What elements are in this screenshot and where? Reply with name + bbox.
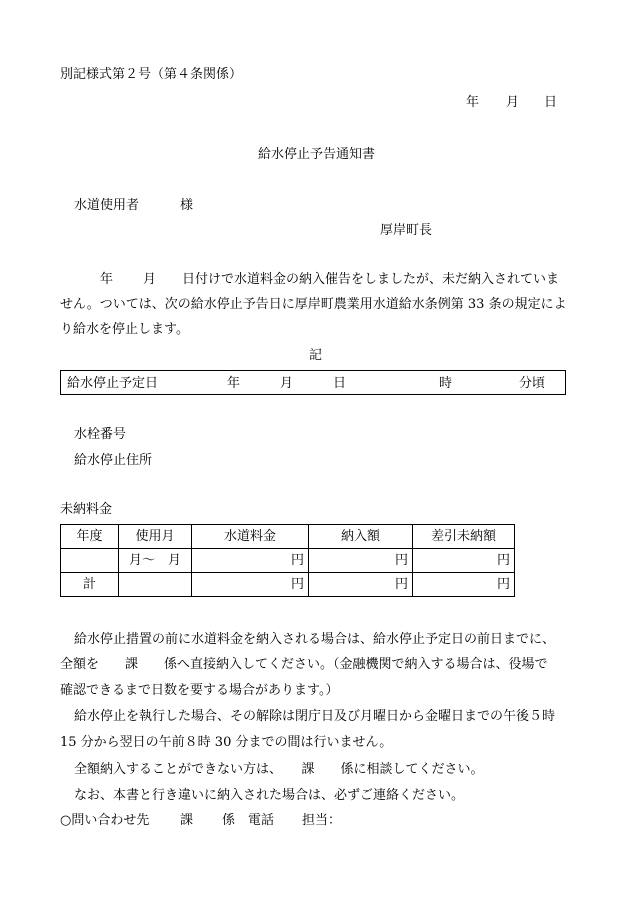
- contact-subsection: 係: [222, 813, 236, 828]
- cell: 円: [192, 573, 309, 597]
- contact-phone: 電話: [248, 813, 275, 828]
- col-paid-amount: 納入額: [309, 525, 413, 549]
- sender-name: 厚岸町長: [380, 223, 433, 238]
- cell: [119, 573, 192, 597]
- col-fiscal-year: 年度: [61, 525, 119, 549]
- cell: 円: [192, 549, 309, 573]
- date-day: 日: [544, 95, 558, 110]
- schedule-hour: 時: [439, 376, 453, 391]
- cell: 円: [413, 573, 515, 597]
- addressee-honorific: 様: [180, 198, 194, 213]
- contact-section: 課: [180, 813, 194, 828]
- schedule-box: [60, 370, 566, 395]
- cell: 月～ 月: [119, 549, 192, 573]
- intro-year: 年: [100, 272, 114, 287]
- note-2a: 給水停止を執行した場合、その解除は閉庁日及び月曜日から金曜日までの午後５時: [74, 709, 556, 724]
- schedule-year: 年: [227, 376, 241, 391]
- intro-line3: り給水を停止します。: [60, 322, 189, 337]
- intro-month: 月: [143, 272, 157, 287]
- contact-label: ○問い合わせ先: [60, 813, 150, 828]
- form-label: 別記様式第２号（第４条関係）: [60, 67, 243, 82]
- note-3: 全額納入することができない方は、 課 係に相談してください。: [74, 762, 484, 777]
- contact-person: 担当：: [302, 813, 342, 828]
- stop-address-label: 給水停止住所: [74, 453, 153, 468]
- unpaid-fees-title: 未納料金: [60, 502, 113, 517]
- ki-heading: 記: [309, 348, 323, 363]
- schedule-minute: 分頃: [519, 376, 546, 391]
- note-4: なお、本書と行き違いに納入された場合は、必ずご連絡ください。: [74, 788, 465, 803]
- schedule-day: 日: [333, 376, 347, 391]
- table-header-row: [61, 525, 515, 549]
- table-row: [61, 549, 515, 573]
- table-total-row: [61, 573, 515, 597]
- intro-line1: 日付けで水道料金の納入催告をしましたが、未だ納入されていま: [182, 272, 560, 287]
- cell: 円: [309, 573, 413, 597]
- note-2b: 15 分から翌日の午前８時 30 分までの間は行いません。: [60, 735, 393, 750]
- note-1a: 給水停止措置の前に水道料金を納入される場合は、給水停止予定日の前日までに、: [74, 632, 556, 647]
- unpaid-fees-table: [60, 524, 515, 597]
- cell: 円: [413, 549, 515, 573]
- schedule-label: 給水停止予定日: [67, 376, 159, 391]
- schedule-month: 月: [280, 376, 294, 391]
- date-month: 月: [506, 95, 520, 110]
- cell: [61, 549, 119, 573]
- intro-line2: せん。ついては、次の給水停止予告日に厚岸町農業用水道給水条例第 33 条の規定によ: [60, 297, 567, 312]
- col-water-fee: 水道料金: [192, 525, 309, 549]
- date-year: 年: [466, 95, 480, 110]
- col-unpaid-balance: 差引未納額: [413, 525, 515, 549]
- col-usage-month: 使用月: [119, 525, 192, 549]
- note-1c: 確認できるまで日数を要する場合があります。）: [60, 683, 339, 698]
- hydrant-number-label: 水栓番号: [74, 427, 127, 442]
- cell: 計: [61, 573, 119, 597]
- note-1b: 全額を 課 係へ直接納入してください。（金融機関で納入する場合は、役場で: [60, 657, 548, 672]
- document-title: 給水停止予告通知書: [258, 147, 376, 162]
- cell: 円: [309, 549, 413, 573]
- addressee-label: 水道使用者: [74, 198, 140, 213]
